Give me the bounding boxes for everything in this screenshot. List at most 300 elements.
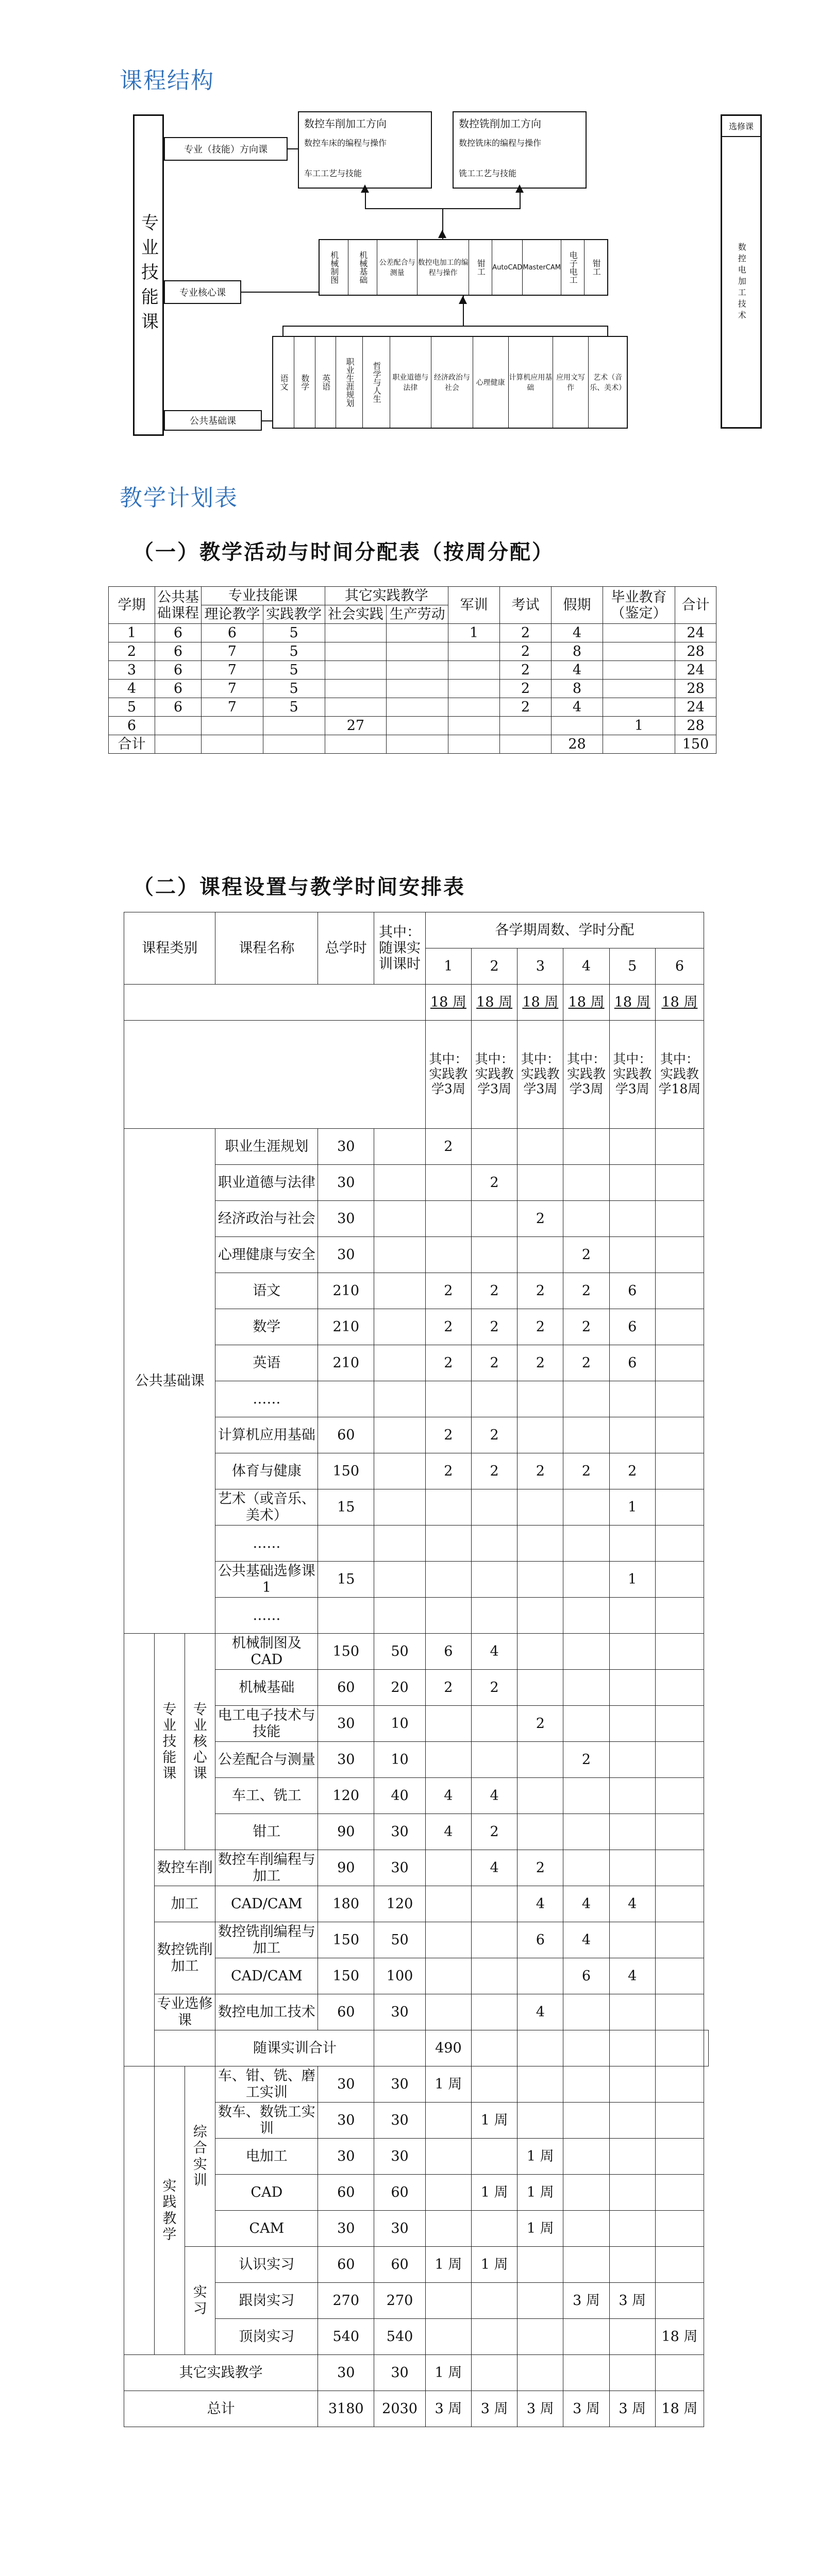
table-cell xyxy=(472,1489,517,1526)
table-cell xyxy=(563,2211,609,2247)
table-cell: 7 xyxy=(202,642,263,661)
table-cell xyxy=(517,1417,563,1453)
core-course-0: 机械制图 xyxy=(320,240,348,295)
category-skill: 专业技能课 xyxy=(154,1634,185,1850)
table-cell xyxy=(472,1922,517,1958)
table-cell: 30 xyxy=(374,2139,425,2175)
table-cell: 1 周 xyxy=(425,2066,471,2103)
table-cell: 1 xyxy=(609,1489,655,1526)
table-cell xyxy=(655,1850,704,1886)
table-cell xyxy=(563,2030,609,2066)
table-cell xyxy=(124,2066,155,2355)
course-name: 跟岗实习 xyxy=(215,2283,318,2319)
table-cell: 6 xyxy=(202,624,263,642)
skill-course-box xyxy=(133,114,164,436)
table-row xyxy=(124,1850,709,1886)
table-cell xyxy=(609,1742,655,1778)
course-name: 公差配合与测量 xyxy=(215,1742,318,1778)
table-row xyxy=(124,2391,709,2427)
table-cell xyxy=(472,1598,517,1634)
table-cell: 1 xyxy=(609,1562,655,1598)
th-weeks: 18 周 xyxy=(609,985,655,1021)
table-cell: 180 xyxy=(318,1886,374,1922)
table-cell: 2 xyxy=(472,1345,517,1381)
table-cell: 1 xyxy=(448,624,500,642)
table-cell xyxy=(517,2283,563,2319)
table-cell: 150 xyxy=(318,1922,374,1958)
course-name: 心理健康与安全 xyxy=(215,1237,318,1273)
table-cell: 100 xyxy=(374,1958,425,1994)
table-cell: 30 xyxy=(374,1850,425,1886)
table-cell: 30 xyxy=(374,1814,425,1850)
table-cell: 2 xyxy=(517,1309,563,1345)
table-cell: 3 周 xyxy=(472,2391,517,2427)
table-cell xyxy=(655,2103,704,2139)
table-cell xyxy=(425,1922,471,1958)
table-row xyxy=(124,2247,709,2283)
table-cell: 90 xyxy=(318,1850,374,1886)
basic-course-8: 计算机应用基础 xyxy=(509,337,553,428)
table-cell xyxy=(448,735,500,754)
course-name: 职业道德与法律 xyxy=(215,1165,318,1201)
table-cell xyxy=(609,2175,655,2211)
table-cell: 30 xyxy=(318,1129,374,1165)
table-cell: 6 xyxy=(155,624,202,642)
direction-box-milling: 数控铣削加工方向 数控铣床的编程与操作 铣工工艺与技能 xyxy=(453,111,587,189)
header-row xyxy=(124,985,709,1021)
table-cell xyxy=(655,1417,704,1453)
table-cell xyxy=(655,1526,704,1562)
table-cell xyxy=(655,2355,704,2391)
core-course-1: 机械基础 xyxy=(348,240,377,295)
th-practice: 实践教学 xyxy=(263,605,325,624)
table-cell: 60 xyxy=(318,2175,374,2211)
table-cell: 24 xyxy=(675,661,716,680)
table-cell xyxy=(655,1273,704,1309)
table-cell xyxy=(517,2066,563,2103)
table-cell: 2 xyxy=(500,661,552,680)
table-cell: 3 周 xyxy=(609,2391,655,2427)
table-cell xyxy=(603,680,675,698)
table-cell xyxy=(374,1417,425,1453)
table-cell: 4 xyxy=(609,1886,655,1922)
table-cell: 6 xyxy=(609,1273,655,1309)
course-name: CAD/CAM xyxy=(215,1958,318,1994)
table-cell: 2 xyxy=(425,1129,471,1165)
table-cell: 2 xyxy=(609,1453,655,1489)
table-cell xyxy=(517,1489,563,1526)
table-cell xyxy=(609,1237,655,1273)
th-total: 合计 xyxy=(675,587,716,624)
table-cell xyxy=(609,1850,655,1886)
category-public: 公共基础课 xyxy=(124,1129,215,1634)
table-cell xyxy=(387,624,448,642)
table-cell: 10 xyxy=(374,1742,425,1778)
table-row xyxy=(109,698,716,717)
table-cell xyxy=(563,1634,609,1670)
table-cell: 210 xyxy=(318,1309,374,1345)
sum-training-label: 随课实训合计 xyxy=(215,2030,374,2066)
table-cell: 2 xyxy=(500,642,552,661)
table-cell xyxy=(517,1742,563,1778)
table-cell: 50 xyxy=(374,1922,425,1958)
table-cell: 30 xyxy=(374,2211,425,2247)
table-cell: 2 xyxy=(563,1273,609,1309)
table-row xyxy=(124,1886,709,1922)
table-cell xyxy=(124,1634,155,2066)
table-cell: 1 周 xyxy=(517,2211,563,2247)
table-cell: 2 xyxy=(517,1453,563,1489)
table-cell xyxy=(517,2319,563,2355)
table-cell: 4 xyxy=(472,1634,517,1670)
table-cell: 540 xyxy=(318,2319,374,2355)
table-cell: 2 xyxy=(563,1742,609,1778)
tier-direction: 专业（技能）方向课 xyxy=(164,137,288,161)
table-cell: 4 xyxy=(425,1778,471,1814)
table-cell xyxy=(609,2066,655,2103)
elective-box xyxy=(721,114,762,429)
category-car-tail: 加工 xyxy=(154,1886,215,1922)
course-name: 数控车削编程与加工 xyxy=(215,1850,318,1886)
structure-title: 课程结构 xyxy=(120,67,214,94)
table-cell: 4 xyxy=(552,698,603,717)
table-cell xyxy=(609,1526,655,1562)
table-cell xyxy=(517,2247,563,2283)
th-theory: 理论教学 xyxy=(202,605,263,624)
table-cell xyxy=(387,698,448,717)
course-name: 职业生涯规划 xyxy=(215,1129,318,1165)
th-graduation: 毕业教育（鉴定） xyxy=(603,587,675,624)
table-cell xyxy=(448,661,500,680)
table-cell xyxy=(425,1850,471,1886)
table-cell xyxy=(472,2211,517,2247)
table-cell: 6 xyxy=(563,1958,609,1994)
table-cell: 30 xyxy=(374,2103,425,2139)
table-cell: 1 周 xyxy=(425,2247,471,2283)
table-cell: 30 xyxy=(374,1994,425,2030)
table-cell xyxy=(374,1201,425,1237)
table-cell xyxy=(263,717,325,735)
table-cell: 2 xyxy=(472,1309,517,1345)
table-cell xyxy=(472,2355,517,2391)
table-cell xyxy=(609,1201,655,1237)
table-row xyxy=(109,735,716,754)
th-note: 其中：实践教学3周 xyxy=(609,1021,655,1129)
table-cell: 27 xyxy=(325,717,387,735)
table-cell xyxy=(517,1129,563,1165)
table-cell: 3 周 xyxy=(563,2391,609,2427)
table-cell: 30 xyxy=(318,1201,374,1237)
core-course-5: AutoCAD xyxy=(492,240,523,295)
course-name: 机械制图及CAD xyxy=(215,1634,318,1670)
table-cell xyxy=(563,1778,609,1814)
table1-title: （一）教学活动与时间分配表（按周分配） xyxy=(133,540,554,564)
table-cell xyxy=(517,1381,563,1417)
table-cell xyxy=(609,1165,655,1201)
table-cell xyxy=(609,2355,655,2391)
core-course-3: 数控电加工的编程与操作 xyxy=(418,240,469,295)
basic-course-7: 心理健康 xyxy=(473,337,509,428)
table-cell xyxy=(609,2103,655,2139)
table-cell xyxy=(374,1489,425,1526)
table-cell: 6 xyxy=(109,717,155,735)
table-cell xyxy=(655,1453,704,1489)
table-cell xyxy=(609,1922,655,1958)
table-cell: 1 周 xyxy=(472,2175,517,2211)
th-skill: 专业技能课 xyxy=(202,587,325,605)
table-cell xyxy=(655,1129,704,1165)
table-cell xyxy=(155,717,202,735)
table-cell: 2 xyxy=(425,1670,471,1706)
table-cell: 60 xyxy=(318,1994,374,2030)
table-cell xyxy=(603,735,675,754)
category-intern: 实习 xyxy=(185,2247,215,2355)
table-cell xyxy=(374,1526,425,1562)
skill-course-label: 专业技能课 xyxy=(138,213,159,337)
th-semester: 2 xyxy=(472,948,517,985)
table-cell xyxy=(609,2319,655,2355)
elective-label: 选修课 xyxy=(722,116,760,137)
table-cell: 7 xyxy=(202,698,263,717)
table-cell: 4 xyxy=(472,1778,517,1814)
th-category: 课程类别 xyxy=(124,912,215,985)
table-cell xyxy=(472,2030,517,2066)
table-cell xyxy=(563,1994,609,2030)
table-cell: 2 xyxy=(517,1273,563,1309)
table-cell xyxy=(655,1562,704,1598)
core-course-6: MasterCAM xyxy=(523,240,561,295)
table-cell xyxy=(655,2175,704,2211)
table-cell: 3 周 xyxy=(609,2283,655,2319)
table-cell: 2 xyxy=(425,1453,471,1489)
table-cell xyxy=(425,1526,471,1562)
table-cell xyxy=(425,1562,471,1598)
table-cell: 2 xyxy=(472,1273,517,1309)
table-cell xyxy=(563,2355,609,2391)
basic-course-1: 数学 xyxy=(294,337,315,428)
table-cell xyxy=(517,2355,563,2391)
table-row xyxy=(124,2066,709,2103)
table-cell: 60 xyxy=(318,1670,374,1706)
table-cell xyxy=(325,698,387,717)
tier-basic: 公共基础课 xyxy=(164,410,262,431)
table-cell xyxy=(318,1381,374,1417)
table-cell xyxy=(472,1958,517,1994)
table-cell xyxy=(387,661,448,680)
table-cell xyxy=(472,1526,517,1562)
header-row xyxy=(124,912,709,948)
th-semester: 3 xyxy=(517,948,563,985)
table-cell xyxy=(655,1309,704,1345)
table-cell xyxy=(500,717,552,735)
table-cell xyxy=(325,661,387,680)
table-cell xyxy=(517,1237,563,1273)
table-cell: 28 xyxy=(675,642,716,661)
th-semester: 4 xyxy=(563,948,609,985)
table-cell xyxy=(425,1237,471,1273)
core-course-7: 电子电工 xyxy=(561,240,585,295)
table-cell: 7 xyxy=(202,680,263,698)
table-cell xyxy=(154,2030,215,2066)
table-cell xyxy=(425,2175,471,2211)
basic-course-6: 经济政治与社会 xyxy=(431,337,473,428)
table-cell xyxy=(609,1670,655,1706)
table-cell xyxy=(500,735,552,754)
table-cell: 6 xyxy=(155,698,202,717)
table-cell xyxy=(472,1237,517,1273)
table-cell: 6 xyxy=(609,1345,655,1381)
th-weekly: 各学期周数、学时分配 xyxy=(425,912,704,948)
table-cell xyxy=(603,661,675,680)
table-cell: 5 xyxy=(263,680,325,698)
table-row xyxy=(124,2030,709,2066)
table-cell: 30 xyxy=(318,2139,374,2175)
table-cell xyxy=(609,1129,655,1165)
elective-course: 数控电加工技术 xyxy=(737,242,747,322)
table-cell xyxy=(517,1814,563,1850)
table-cell xyxy=(609,2139,655,2175)
table-cell xyxy=(325,642,387,661)
course-name: …… xyxy=(215,1381,318,1417)
table-cell xyxy=(655,2211,704,2247)
th-weeks: 18 周 xyxy=(563,985,609,1021)
basic-course-5: 职业道德与法律 xyxy=(390,337,432,428)
table-cell xyxy=(425,1886,471,1922)
table-cell: 60 xyxy=(318,1417,374,1453)
direction-box-turning: 数控车削加工方向 数控车床的编程与操作 车工工艺与技能 xyxy=(298,111,432,189)
table-cell xyxy=(563,2175,609,2211)
table-cell: 合计 xyxy=(109,735,155,754)
table-cell: 30 xyxy=(318,1237,374,1273)
table-cell: 28 xyxy=(675,680,716,698)
table-cell xyxy=(374,2030,425,2066)
table-cell xyxy=(609,1634,655,1670)
table-cell: 6 xyxy=(155,661,202,680)
table-cell: 4 xyxy=(563,1922,609,1958)
table-cell xyxy=(425,1706,471,1742)
table-cell xyxy=(655,1886,704,1922)
table-cell xyxy=(155,735,202,754)
table-cell xyxy=(202,717,263,735)
table-cell xyxy=(448,642,500,661)
table-cell xyxy=(563,1850,609,1886)
table-cell xyxy=(517,1165,563,1201)
table-cell: 2030 xyxy=(374,2391,425,2427)
table-cell: 30 xyxy=(374,2355,425,2391)
table-cell xyxy=(603,642,675,661)
table-cell xyxy=(655,1778,704,1814)
table-cell: 15 xyxy=(318,1489,374,1526)
table-cell xyxy=(655,1381,704,1417)
table-cell: 2 xyxy=(517,1345,563,1381)
table-cell: 4 xyxy=(517,1886,563,1922)
table-cell xyxy=(563,2139,609,2175)
table-cell xyxy=(425,1994,471,2030)
th-name: 课程名称 xyxy=(215,912,318,985)
table-cell: 4 xyxy=(552,624,603,642)
table-cell xyxy=(563,2319,609,2355)
table-cell xyxy=(609,1598,655,1634)
table-cell: 150 xyxy=(318,1634,374,1670)
th-weeks: 18 周 xyxy=(472,985,517,1021)
table-row xyxy=(109,717,716,735)
course-name: …… xyxy=(215,1526,318,1562)
table-cell xyxy=(425,1201,471,1237)
plan-title: 教学计划表 xyxy=(120,485,238,511)
table-cell: 2 xyxy=(563,1309,609,1345)
th-semester: 1 xyxy=(425,948,471,985)
th-other: 其它实践教学 xyxy=(325,587,448,605)
table-cell: 1 周 xyxy=(472,2103,517,2139)
table-cell xyxy=(563,1526,609,1562)
course-name: CAD/CAM xyxy=(215,1886,318,1922)
table-cell xyxy=(318,1526,374,1562)
table-cell: 7 xyxy=(202,661,263,680)
table-cell: 30 xyxy=(318,1706,374,1742)
th-semester: 5 xyxy=(609,948,655,985)
table-cell xyxy=(563,1129,609,1165)
table-cell: 150 xyxy=(318,1453,374,1489)
course-name: 英语 xyxy=(215,1345,318,1381)
table-cell xyxy=(325,735,387,754)
table-cell xyxy=(563,2247,609,2283)
table-cell xyxy=(374,1165,425,1201)
table-cell: 270 xyxy=(318,2283,374,2319)
table-cell: 28 xyxy=(675,717,716,735)
table-cell xyxy=(655,2030,704,2066)
course-name: 数学 xyxy=(215,1309,318,1345)
course-name: CAM xyxy=(215,2211,318,2247)
table-cell: 3 周 xyxy=(563,2283,609,2319)
th-inner: 其中：随课实训课时 xyxy=(374,912,425,985)
th-weeks: 18 周 xyxy=(517,985,563,1021)
table-cell: 2 xyxy=(472,1814,517,1850)
table-cell: 1 xyxy=(603,717,675,735)
table-cell xyxy=(609,1778,655,1814)
th-public: 公共基础课程 xyxy=(155,587,202,624)
table-row xyxy=(109,642,716,661)
table-cell xyxy=(655,2139,704,2175)
table-cell xyxy=(563,1417,609,1453)
table-cell xyxy=(655,1598,704,1634)
table-cell xyxy=(387,735,448,754)
table-cell: 2 xyxy=(500,624,552,642)
table-cell: 90 xyxy=(318,1814,374,1850)
table-cell xyxy=(517,2103,563,2139)
table-row xyxy=(124,1634,709,1670)
table-cell xyxy=(655,2283,704,2319)
table-cell: 6 xyxy=(425,1634,471,1670)
table-cell xyxy=(325,624,387,642)
category-comp: 综合实训 xyxy=(185,2066,215,2247)
table-cell: 8 xyxy=(552,642,603,661)
table-cell xyxy=(609,1994,655,2030)
th-production: 生产劳动 xyxy=(387,605,448,624)
table-cell xyxy=(563,1165,609,1201)
table-cell: 5 xyxy=(263,624,325,642)
table-cell: 2 xyxy=(563,1453,609,1489)
table-cell: 2 xyxy=(472,1670,517,1706)
th-holiday: 假期 xyxy=(552,587,603,624)
table-cell: 2 xyxy=(563,1237,609,1273)
basic-course-4: 哲学与人生 xyxy=(363,337,390,428)
table-cell: 10 xyxy=(374,1706,425,1742)
table-cell: 150 xyxy=(675,735,716,754)
table-cell xyxy=(374,1381,425,1417)
category-mill: 数控铣削加工 xyxy=(154,1922,215,1994)
table-row xyxy=(124,2355,709,2391)
table-cell: 2 xyxy=(472,1165,517,1201)
